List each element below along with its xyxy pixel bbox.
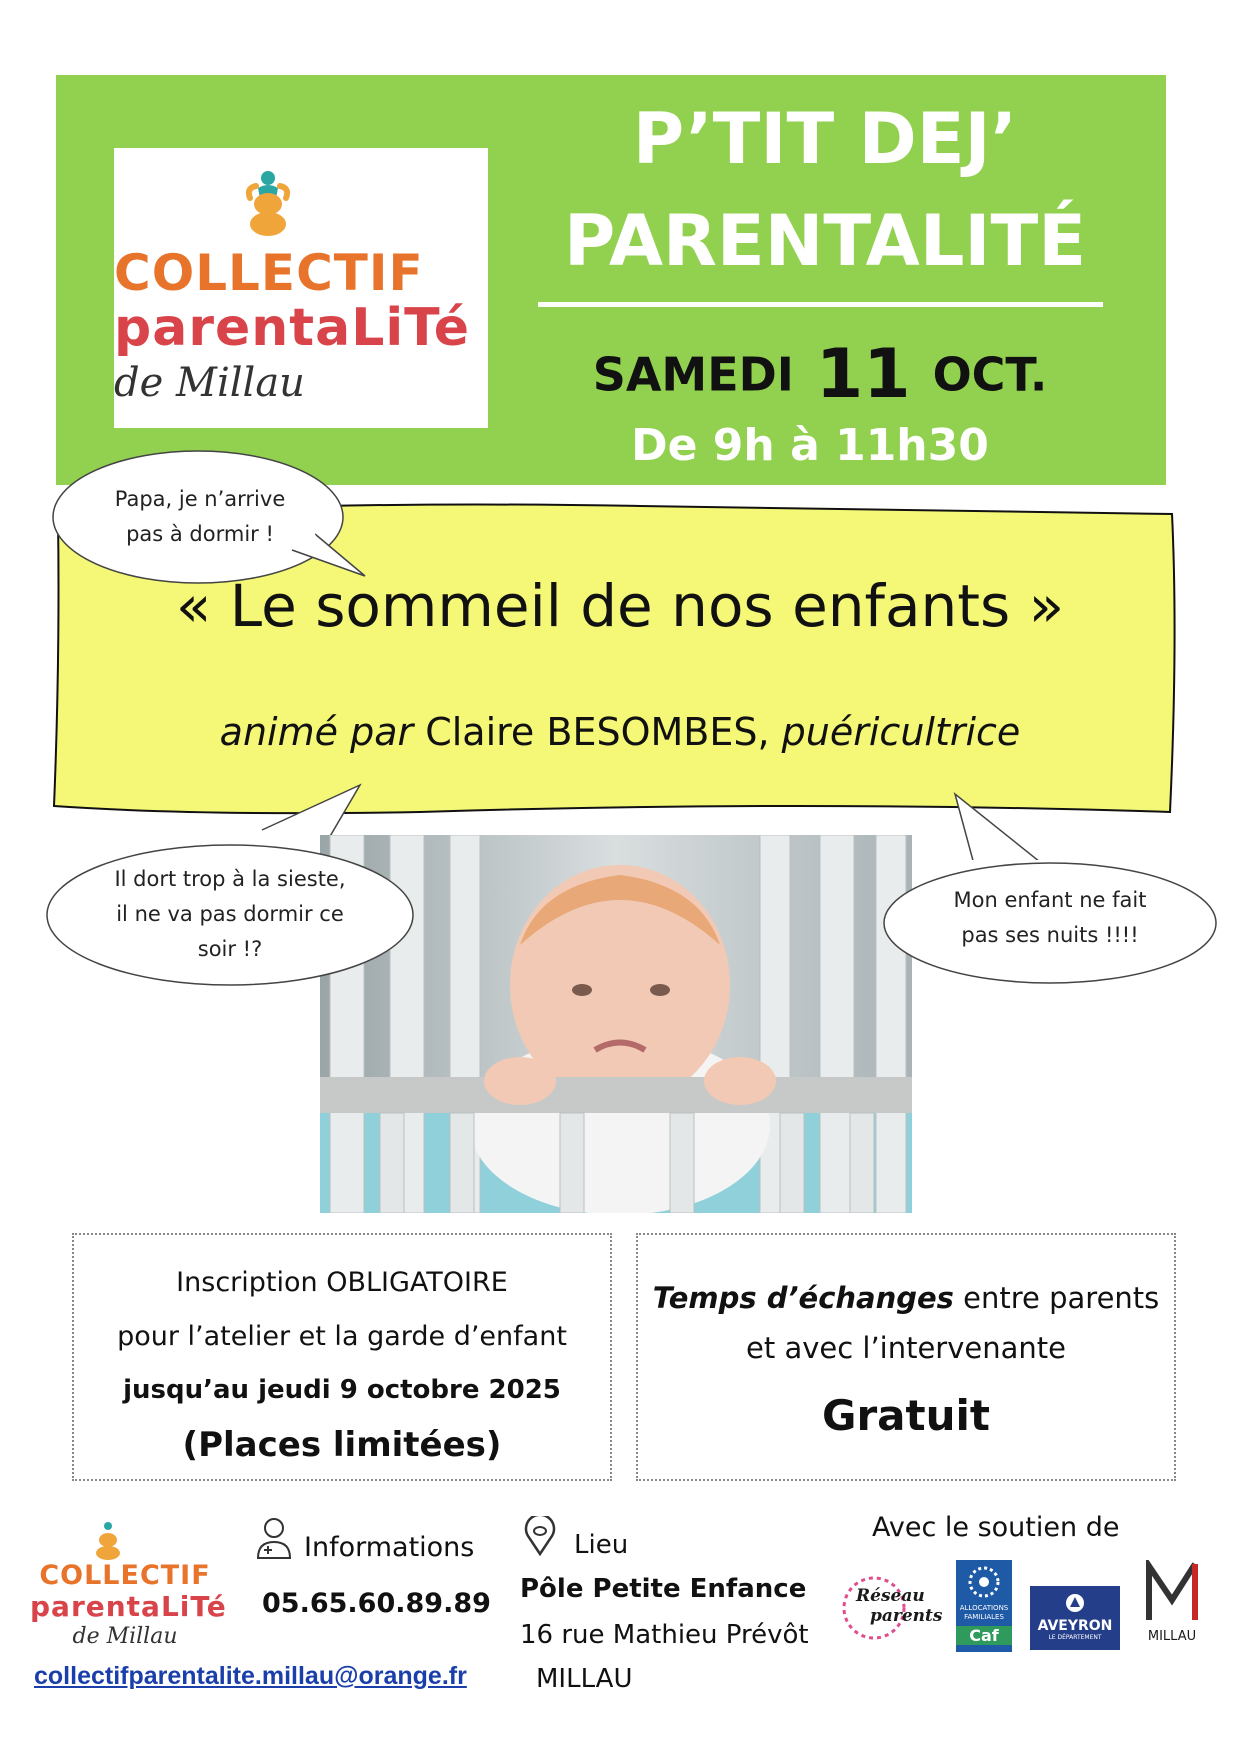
caf-text-1: ALLOCATIONS <box>959 1604 1009 1612</box>
title-divider <box>538 302 1103 307</box>
date-day: SAMEDI <box>592 347 794 402</box>
topic-title: « Le sommeil de nos enfants » <box>175 572 1065 640</box>
reseau-text: Réseau <box>856 1586 925 1606</box>
aveyron-logo <box>1030 1586 1120 1650</box>
millau-logo <box>1142 1560 1202 1652</box>
bubble-text: il ne va pas dormir ce <box>116 902 344 926</box>
bubble-mid-left <box>80 862 380 967</box>
aveyron-emblem-icon <box>1064 1592 1086 1614</box>
bubble-text: Mon enfant ne fait <box>953 888 1147 912</box>
bubble-top-left <box>75 482 325 552</box>
bubble-text: soir !? <box>197 937 263 961</box>
caf-star-icon <box>966 1564 1002 1600</box>
bubble-text: Il dort trop à la sieste, <box>114 867 346 891</box>
animator-role: puéricultrice <box>781 710 1021 754</box>
aveyron-subtext: LE DÉPARTEMENT <box>1048 1634 1102 1641</box>
caf-text-3: Caf <box>956 1626 1012 1645</box>
info-label: Informations <box>304 1532 475 1563</box>
collectif-logo <box>114 148 488 428</box>
bubble-mid-right <box>920 883 1180 953</box>
registration-line1: Inscription OBLIGATOIRE <box>176 1267 508 1298</box>
doctor-icon <box>254 1516 294 1560</box>
place-name: Pôle Petite Enfance <box>520 1574 807 1604</box>
place-label: Lieu <box>574 1530 629 1560</box>
reseau-parents-logo <box>826 1568 943 1644</box>
footer-logo-figure-icon <box>82 1520 142 1560</box>
logo-line1: COLLECTIF <box>114 244 424 302</box>
exchange-line1 <box>638 1281 1174 1315</box>
footer-logo <box>30 1520 227 1650</box>
exchange-rest: entre parents <box>953 1281 1160 1315</box>
event-title-line2: PARENTALITÉ <box>563 200 1087 282</box>
bubble-text: Papa, je n’arrive <box>114 487 286 511</box>
registration-limited: (Places limitées) <box>182 1425 502 1465</box>
logo-figure-icon <box>232 168 332 236</box>
event-time: De 9h à 11h30 <box>631 420 989 471</box>
exchange-box <box>636 1233 1176 1481</box>
parents-text: parents <box>870 1606 943 1626</box>
exchange-emphasis: Temps d’échanges <box>652 1281 954 1315</box>
caf-text-2: FAMILIALES <box>964 1613 1004 1621</box>
animator-name: Claire BESOMBES, <box>425 710 770 754</box>
registration-line2: pour l’atelier et la garde d’enfant <box>117 1321 567 1352</box>
registration-deadline: jusqu’au jeudi 9 octobre 2025 <box>123 1375 561 1405</box>
caf-logo <box>956 1560 1012 1652</box>
millau-m-icon <box>1145 1560 1199 1624</box>
logo-line2: parentaLiTé <box>114 298 470 358</box>
event-title-line1: P’TIT DEJ’ <box>632 98 1018 180</box>
aveyron-text: AVEYRON <box>1037 1618 1113 1634</box>
phone-number: 05.65.60.89.89 <box>262 1588 491 1619</box>
bubble-text: pas ses nuits !!!! <box>961 923 1139 947</box>
event-date <box>520 335 1120 414</box>
place-city: MILLAU <box>536 1664 633 1694</box>
location-pin-icon <box>520 1516 560 1556</box>
date-month: OCT. <box>932 347 1048 402</box>
footer-logo-line1: COLLECTIF <box>39 1560 211 1591</box>
footer-logo-line2: parentaLiTé <box>30 1590 227 1623</box>
date-number: 11 <box>815 335 911 414</box>
support-label: Avec le soutien de <box>872 1512 1120 1543</box>
millau-text: MILLAU <box>1147 1629 1197 1644</box>
logo-line3: de Millau <box>114 360 305 406</box>
contact-email-link[interactable]: collectifparentalite.millau@orange.fr <box>34 1662 467 1690</box>
animator-prefix: animé par <box>219 710 414 754</box>
footer-logo-line3: de Millau <box>72 1624 178 1649</box>
place-address: 16 rue Mathieu Prévôt <box>520 1620 809 1650</box>
animator-line <box>100 710 1140 754</box>
registration-box <box>72 1233 612 1481</box>
free-label: Gratuit <box>822 1391 990 1440</box>
bubble-text: pas à dormir ! <box>126 522 274 546</box>
exchange-line2: et avec l’intervenante <box>746 1331 1066 1365</box>
